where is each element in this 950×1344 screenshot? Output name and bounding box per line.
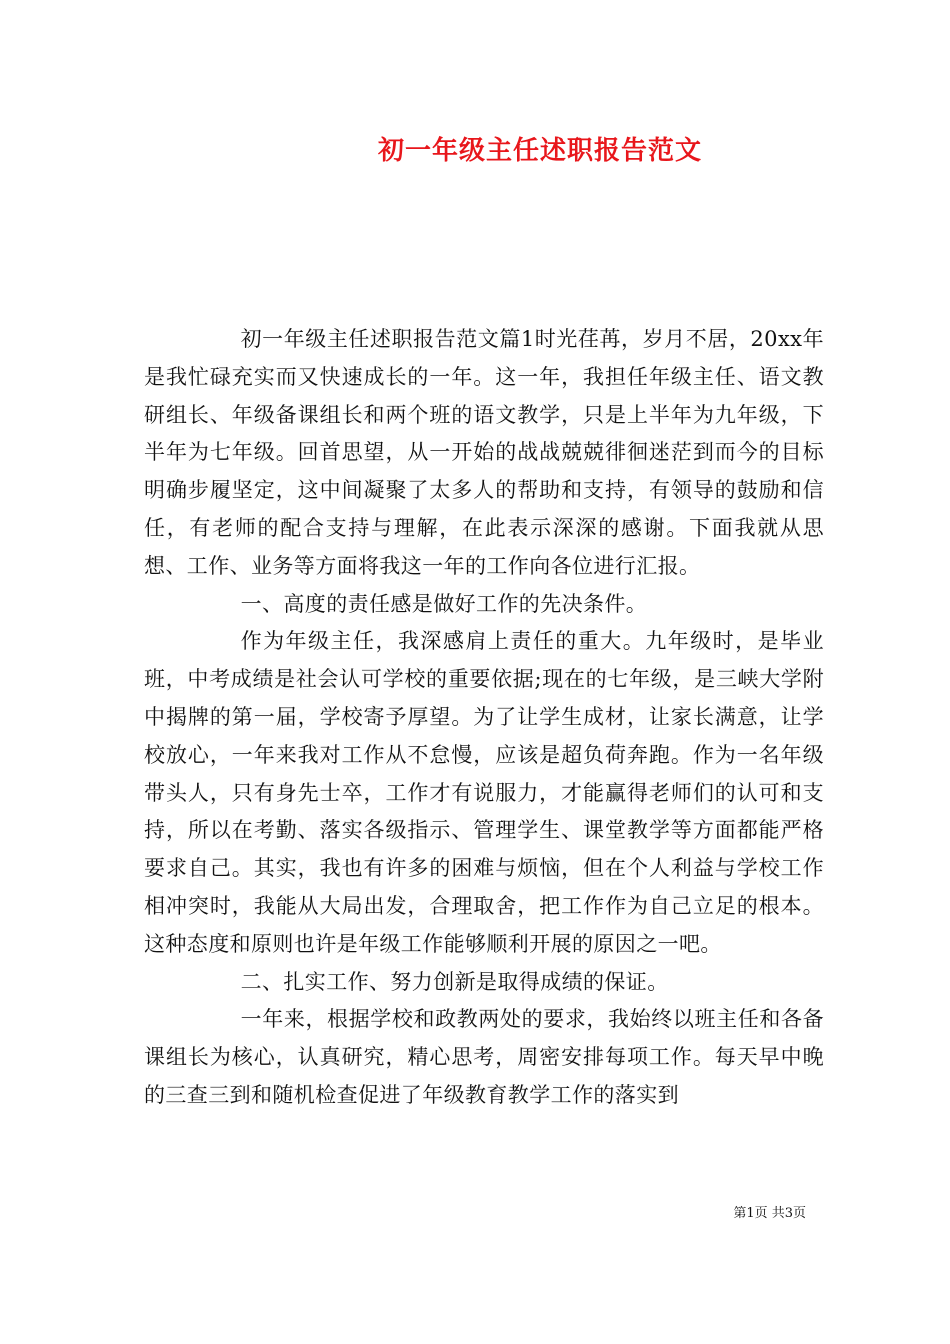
paragraph-intro: 初一年级主任述职报告范文篇1时光荏苒，岁月不居，20xx年是我忙碌充实而又快速成长的一年。这一年，我担任年级主任、语文教研组长、年级备课组长和两个班的语文教学，只是上半年为九年级，下半年为七年级。回首思望，从一开始的战战兢兢徘徊迷茫到而今的目标明确步履坚定，这中间凝聚了太多人的帮助和支持，有领导的鼓励和信任，有老师的配合支持与理解，在此表示深深的感谢。下面我就从思想、工作、业务等方面将我这一年的工作向各位进行汇报。 — [144, 327, 824, 578]
paragraph-section-1: 作为年级主任，我深感肩上责任的重大。九年级时，是毕业班，中考成绩是社会认可学校的重要依据;现在的七年级，是三峡大学附中揭牌的第一届，学校寄予厚望。为了让学生成材，让家长满意，让学校放心，一年来我对工作从不怠慢，应该是超负荷奔跑。作为一名年级带头人，只有身先士卒，工作才有说服力，才能赢得老师们的认可和支持，所以在考勤、落实各级指示、管理学生、课堂教学等方面都能严格要求自己。其实，我也有许多的困难与烦恼，但在个人利益与学校工作相冲突时，我能从大局出发，合理取舍，把工作作为自己立足的根本。这种态度和原则也许是年级工作能够顺利开展的原因之一吧。 — [144, 629, 824, 956]
document-body — [144, 321, 824, 1115]
section-heading-2: 二、扎实工作、努力创新是取得成绩的保证。 — [240, 969, 669, 994]
section-heading-1: 一、高度的责任感是做好工作的先决条件。 — [240, 591, 648, 616]
page-footer: 第1页 共3页 — [733, 1206, 806, 1221]
document-title: 初一年级主任述职报告范文 — [377, 136, 702, 166]
paragraph-section-2: 一年来，根据学校和政教两处的要求，我始终以班主任和各备课组长为核心，认真研究，精心思考，周密安排每项工作。每天早中晚的三查三到和随机检查促进了年级教育教学工作的落实到 — [144, 1007, 824, 1107]
